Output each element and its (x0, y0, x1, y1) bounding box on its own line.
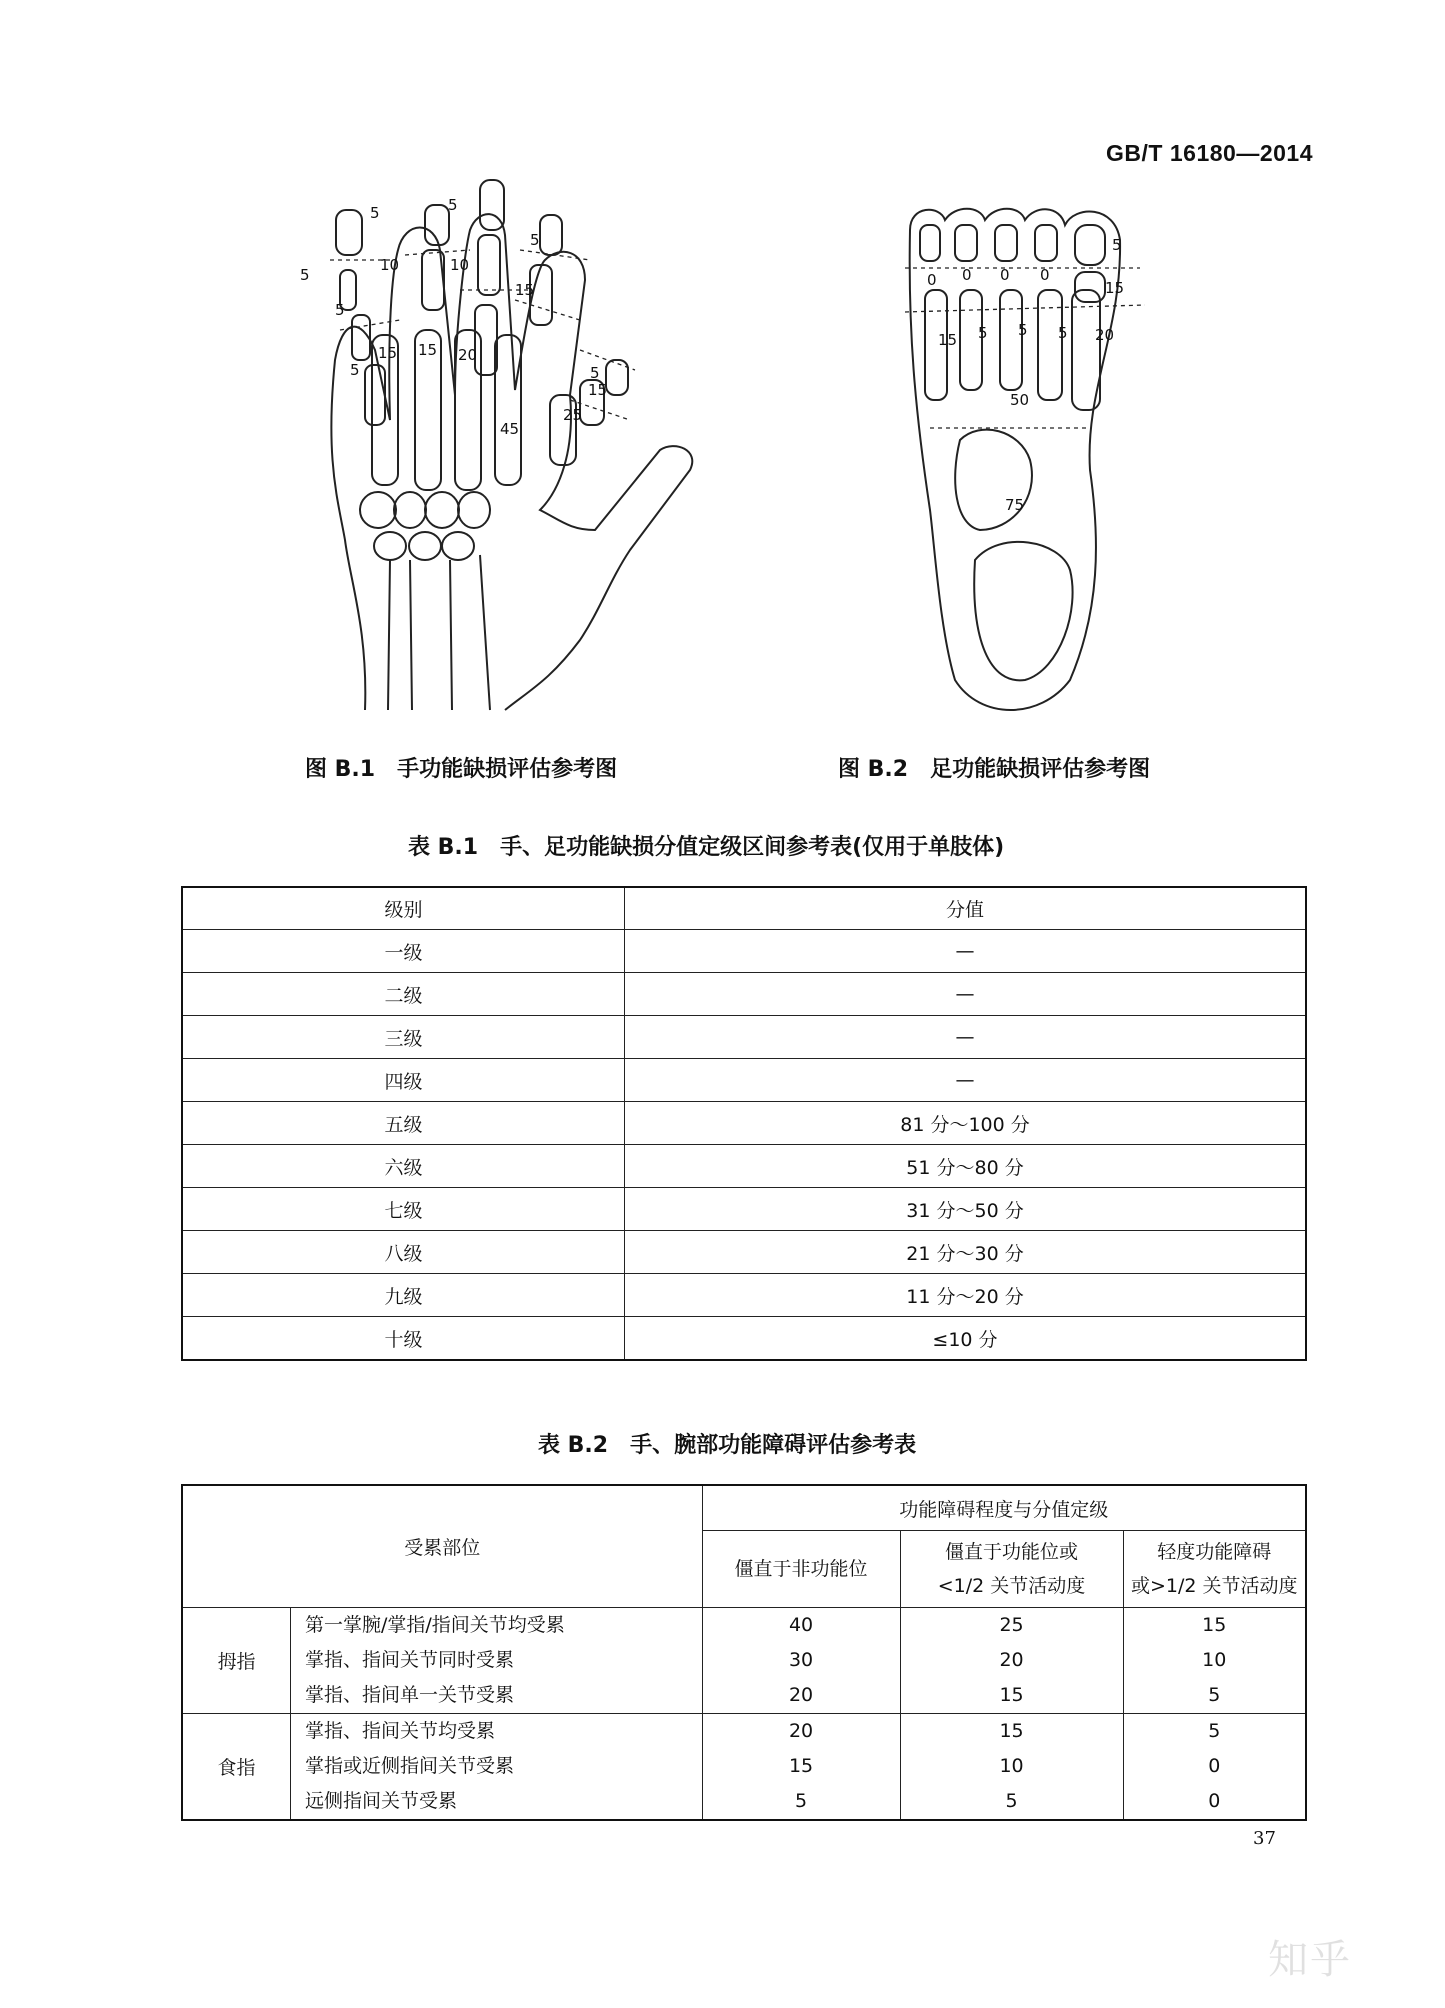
condition-line: 掌指、指间关节同时受累 (305, 1649, 515, 1671)
column-header (900, 1531, 1123, 1608)
table-row (182, 1231, 1306, 1274)
score-value: 30 (788, 1649, 814, 1671)
hand-label: 5 (590, 364, 600, 382)
hand-label: 5 (335, 301, 345, 319)
foot-label: 5 (978, 324, 988, 342)
score-value: 10 (1202, 1649, 1227, 1671)
score-value: 15 (999, 1684, 1024, 1706)
figure-b2-caption (838, 752, 1150, 783)
score-value: 10 (999, 1755, 1024, 1777)
condition-line: 掌指、指间关节均受累 (305, 1720, 496, 1742)
table-row (182, 1102, 1306, 1145)
hand-label: 10 (450, 256, 470, 274)
hand-label: 10 (380, 256, 400, 274)
score-cell (702, 1714, 900, 1821)
score-value: 15 (1202, 1614, 1227, 1636)
score-cell: 31 分～50 分 (625, 1188, 1307, 1231)
figure-title: 足功能缺损评估参考图 (930, 757, 1151, 782)
foot-label: 50 (1010, 391, 1030, 409)
score-cell: — (625, 930, 1307, 973)
column-header: 分值 (625, 887, 1307, 930)
foot-label: 0 (1040, 266, 1050, 284)
severity-group-header: 功能障碍程度与分值定级 (702, 1485, 1306, 1531)
score-value: 25 (999, 1614, 1024, 1636)
table-header-row (182, 1485, 1306, 1531)
column-header-line: 轻度功能障碍 (1157, 1541, 1272, 1563)
score-value: 5 (1208, 1684, 1221, 1706)
condition-line: 掌指或近侧指间关节受累 (305, 1755, 515, 1777)
column-header-line: 僵直于功能位或 (945, 1541, 1079, 1563)
grade-cell: 四级 (182, 1059, 625, 1102)
condition-line: 远侧指间关节受累 (305, 1790, 458, 1812)
hand-label: 25 (563, 406, 583, 424)
score-value: 5 (794, 1790, 808, 1812)
score-value: 20 (788, 1684, 814, 1706)
hand-label: 45 (500, 420, 520, 438)
part-cell: 拇指 (182, 1608, 291, 1714)
score-cell: 21 分～30 分 (625, 1231, 1307, 1274)
column-header (1123, 1531, 1306, 1608)
hand-label: 20 (458, 346, 478, 364)
score-cell (900, 1714, 1123, 1821)
table-row (182, 930, 1306, 973)
part-cell: 食指 (182, 1714, 291, 1821)
column-header-line: 或>1/2 关节活动度 (1130, 1575, 1298, 1597)
foot-label: 0 (927, 271, 937, 289)
score-cell: 81 分～100 分 (625, 1102, 1307, 1145)
affected-part-header: 受累部位 (182, 1485, 702, 1608)
score-cell (1123, 1608, 1306, 1714)
table-b1-caption: 表 B.1 手、足功能缺损分值定级区间参考表(仅用于单肢体) (408, 835, 1005, 860)
grade-cell: 九级 (182, 1274, 625, 1317)
hand-label: 5 (530, 231, 540, 249)
table-row (182, 1317, 1306, 1361)
score-cell: 11 分～20 分 (625, 1274, 1307, 1317)
table-row (182, 1145, 1306, 1188)
score-value: 5 (1005, 1790, 1018, 1812)
hand-label: 5 (448, 196, 458, 214)
table-row (182, 1274, 1306, 1317)
foot-label: 5 (1112, 236, 1122, 254)
score-cell: 51 分～80 分 (625, 1145, 1307, 1188)
foot-label: 5 (1058, 324, 1068, 342)
table-row (182, 1059, 1306, 1102)
foot-label: 20 (1095, 326, 1115, 344)
grade-cell: 八级 (182, 1231, 625, 1274)
table-b1 (181, 886, 1307, 1361)
score-cell (900, 1608, 1123, 1714)
score-value: 15 (788, 1755, 814, 1777)
figure-label: 图 B.1 (305, 757, 376, 782)
score-value: 20 (788, 1720, 814, 1742)
score-cell (702, 1608, 900, 1714)
table-row-group (182, 1714, 1306, 1821)
figure-title: 手功能缺损评估参考图 (397, 757, 618, 782)
foot-label: 15 (1105, 279, 1125, 297)
grade-cell: 七级 (182, 1188, 625, 1231)
score-cell: — (625, 1059, 1307, 1102)
condition-line: 掌指、指间单一关节受累 (305, 1684, 515, 1706)
table-row (182, 1188, 1306, 1231)
score-value: 0 (1208, 1790, 1221, 1812)
grade-cell: 二级 (182, 973, 625, 1016)
score-value: 5 (1208, 1720, 1221, 1742)
score-value: 15 (999, 1720, 1024, 1742)
foot-label: 0 (1000, 266, 1010, 284)
figure-label: 图 B.2 (838, 757, 909, 782)
grade-cell: 六级 (182, 1145, 625, 1188)
hand-label: 15 (378, 344, 398, 362)
hand-label: 15 (588, 381, 608, 399)
condition-cell (291, 1714, 703, 1821)
table-b2 (181, 1484, 1307, 1821)
standard-number: GB/T 16180—2014 (1106, 140, 1313, 166)
score-cell: — (625, 1016, 1307, 1059)
grade-cell: 十级 (182, 1317, 625, 1361)
foot-diagram (900, 210, 1160, 710)
foot-label: 15 (938, 331, 958, 349)
hand-label: 5 (370, 204, 380, 222)
grade-cell: 五级 (182, 1102, 625, 1145)
column-header: 级别 (182, 887, 625, 930)
foot-label: 5 (1018, 321, 1028, 339)
condition-cell (291, 1608, 703, 1714)
column-header-line: <1/2 关节活动度 (937, 1575, 1086, 1597)
column-header: 僵直于非功能位 (702, 1531, 900, 1608)
hand-label: 15 (418, 341, 438, 359)
score-cell: ≤10 分 (625, 1317, 1307, 1361)
table-row (182, 973, 1306, 1016)
grade-cell: 三级 (182, 1016, 625, 1059)
score-value: 40 (788, 1614, 814, 1636)
grade-cell: 一级 (182, 930, 625, 973)
page-number: 37 (1253, 1828, 1276, 1849)
figure-b1-caption (305, 752, 617, 783)
table-b2-caption: 表 B.2 手、腕部功能障碍评估参考表 (538, 1433, 917, 1458)
hand-label: 5 (300, 266, 310, 284)
score-value: 0 (1208, 1755, 1221, 1777)
foot-label: 0 (962, 266, 972, 284)
score-cell: — (625, 973, 1307, 1016)
foot-label: 75 (1005, 496, 1025, 514)
score-cell (1123, 1714, 1306, 1821)
watermark: 知乎 (1268, 1937, 1352, 1983)
hand-diagram (300, 196, 800, 710)
table-header-row (182, 887, 1306, 930)
table-row (182, 1016, 1306, 1059)
score-value: 20 (999, 1649, 1024, 1671)
hand-label: 5 (350, 361, 360, 379)
table-row-group (182, 1608, 1306, 1714)
hand-label: 15 (515, 281, 535, 299)
condition-line: 第一掌腕/掌指/指间关节均受累 (305, 1614, 565, 1636)
